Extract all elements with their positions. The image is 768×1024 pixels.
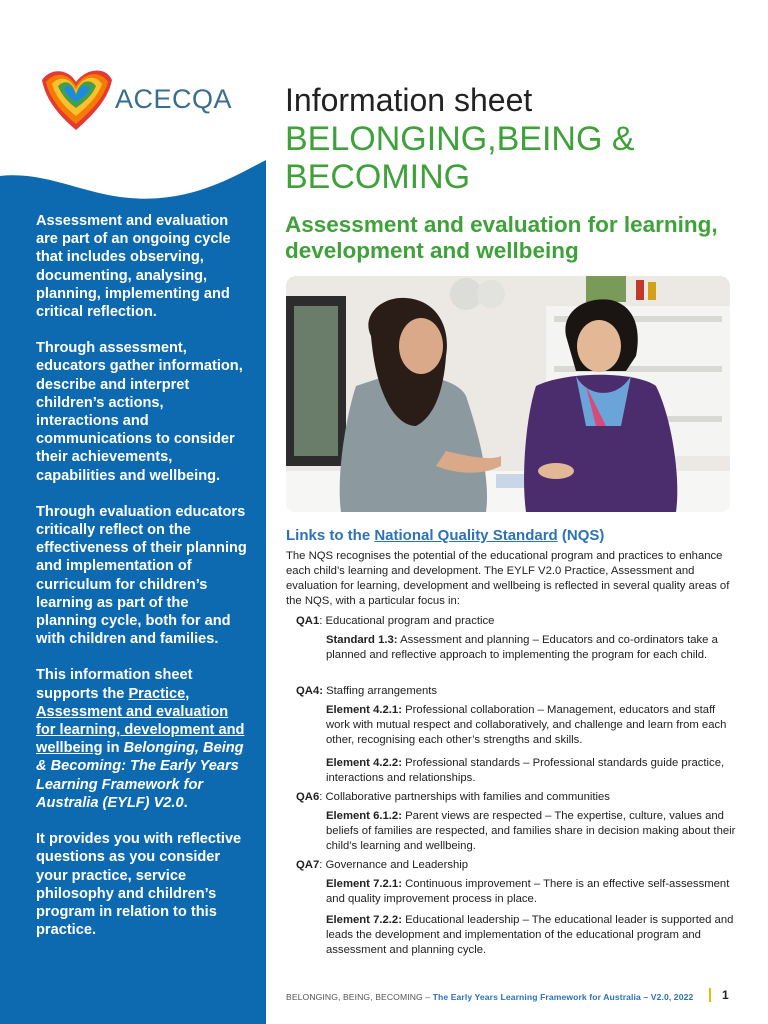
- page-number: 1: [722, 988, 729, 1002]
- qa7-block: [296, 858, 736, 958]
- sidebar-paragraph: Assessment and evaluation are part of an ongoing cycle that includes observing, documenting, analysing, planning, implementing and critical reflection.: [36, 213, 231, 321]
- element-text: Assessment and planning – Educators and co-ordinators take a planned and reflective approach to implementing the program for each child.: [326, 634, 718, 661]
- qa-element: [326, 809, 736, 854]
- footer-right: The Early Years Learning Framework for Australia – V2.0, 2022: [432, 992, 694, 1002]
- page-title: Information sheet: [285, 82, 533, 118]
- qa1-block: [296, 614, 736, 663]
- element-text: Educational leadership – The educational leader is supported and leads the development and implementation of the educational program and assessment and planning cycle.: [326, 914, 734, 956]
- qa-element: [326, 877, 736, 907]
- qa-title-text: Staffing arrangements: [323, 685, 438, 697]
- nqs-heading-pre: Links to the: [286, 527, 375, 544]
- qa-code: QA1: [296, 615, 320, 627]
- element-label: Element 4.2.2:: [326, 757, 402, 769]
- nqs-link[interactable]: National Quality Standard: [374, 527, 558, 544]
- page-title-green: BELONGING,BEING & BECOMING: [285, 120, 635, 196]
- qa-title: [296, 790, 736, 805]
- sidebar-intro: [36, 212, 250, 957]
- sidebar-text-span: .: [183, 794, 188, 811]
- qa4-block: [296, 684, 736, 786]
- element-text: Continuous improvement – There is an effective self-assessment and quality improvement process in place.: [326, 878, 730, 905]
- element-label: Element 4.2.1:: [326, 704, 402, 716]
- qa-element: [326, 703, 736, 748]
- qa-element: [326, 913, 736, 958]
- logo-wordmark: ACECQA: [115, 84, 233, 114]
- eylf-title: Belonging, Being & Becoming: The Early Years Learning Framework for Australia (EYLF) V2.0: [36, 740, 244, 811]
- qa-element: [326, 756, 736, 786]
- nqs-intro: The NQS recognises the potential of the educational program and practices to enhance each child’s learning and development. The EYLF V2.0 Practice, Assessment and evaluation for learning, development and wellbeing is reflected in several quality areas of the NQS, with a particular focus in:: [286, 550, 730, 607]
- element-text: Parent views are respected – The expertise, culture, values and beliefs of families are respected, and families share in decision making about their child’s learning and wellbeing.: [326, 810, 736, 852]
- qa-code: QA6: [296, 791, 320, 803]
- footer-divider: [709, 988, 711, 1002]
- element-label: Element 7.2.2:: [326, 914, 402, 926]
- nqs-heading-post: (NQS): [557, 527, 605, 544]
- nqs-heading: [286, 527, 604, 544]
- sidebar-paragraph: Through assessment, educators gather information, describe and interpret children’s actions, interactions and communications to consider their achievements, capabilities and wellbeing.: [36, 340, 243, 484]
- practice-link[interactable]: Practice, Assessment and evaluation for learning, development and wellbeing: [36, 685, 245, 757]
- qa-title: [296, 858, 736, 873]
- qa-title: [296, 684, 736, 699]
- qa-title-text: : Collaborative partnerships with families and communities: [319, 791, 610, 803]
- qa-code: QA4:: [296, 685, 323, 697]
- element-text: Professional standards – Professional standards guide practice, interactions and relationships.: [326, 757, 725, 784]
- qa-code: QA7: [296, 859, 320, 871]
- sidebar-text-span: in: [102, 740, 124, 757]
- qa-title-text: : Educational program and practice: [319, 615, 495, 627]
- element-label: Element 6.1.2:: [326, 810, 402, 822]
- sidebar-paragraph: It provides you with reflective questions as you consider your practice, service philosophy and children’s program in relation to this practice.: [36, 831, 242, 939]
- sidebar-paragraph: [36, 666, 250, 812]
- qa-element: [326, 633, 736, 663]
- element-label: Standard 1.3:: [326, 634, 398, 646]
- sidebar-text-span: This information sheet supports the: [36, 667, 193, 702]
- footer-left: BELONGING, BEING, BECOMING –: [286, 992, 433, 1002]
- sidebar-paragraph: Through evaluation educators critically reflect on the effectiveness of their planning and implementation of curriculum for children’s learning as part of the planning cycle, both for and with children and families.: [36, 503, 247, 648]
- element-label: Element 7.2.1:: [326, 878, 402, 890]
- qa-title-text: : Governance and Leadership: [319, 859, 469, 871]
- qa-title: [296, 614, 736, 629]
- qa6-block: [296, 790, 736, 854]
- page-subtitle: Assessment and evaluation for learning, development and wellbeing: [285, 212, 718, 263]
- footer-text: [286, 992, 693, 1002]
- educators-photo: [286, 276, 730, 512]
- element-text: Professional collaboration – Management, educators and staff work with mutual respect and collaboratively, and challenge and learn from each other, recognising each other’s strengths and skills.: [326, 704, 727, 746]
